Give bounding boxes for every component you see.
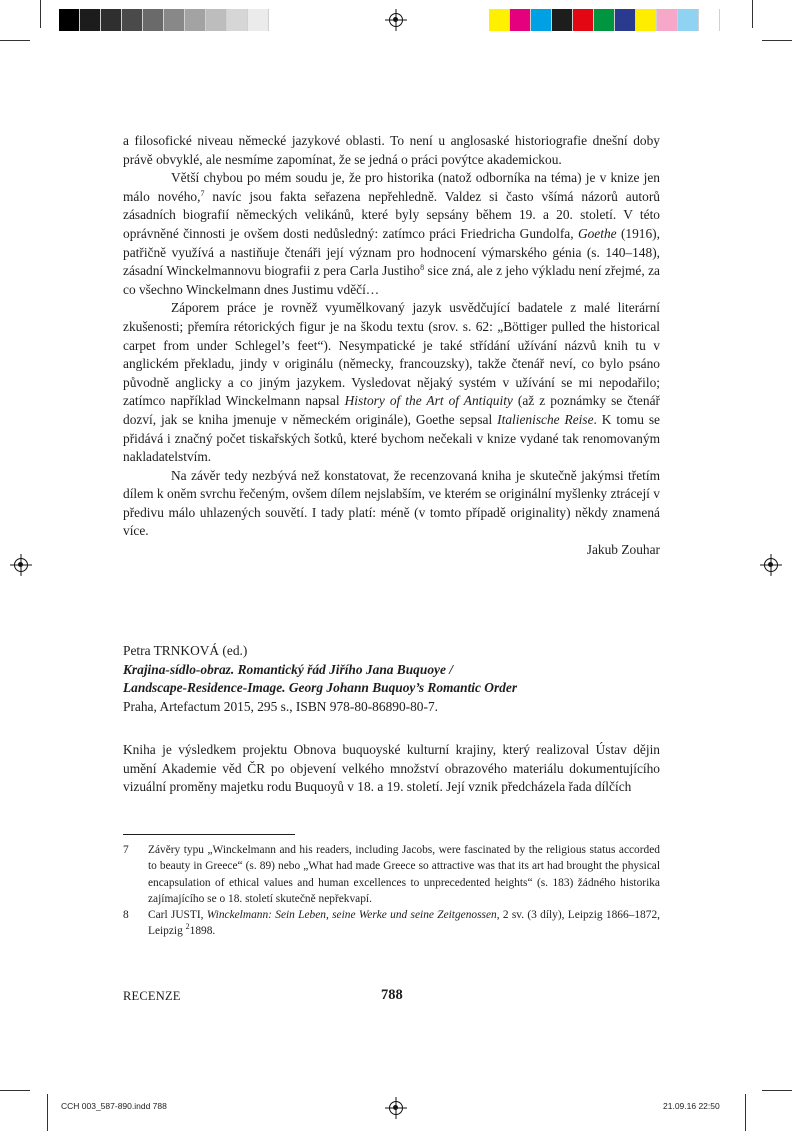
- reviewer-signature: Jakub Zouhar: [586, 542, 660, 558]
- color-swatch: [699, 9, 720, 31]
- slug-datetime: 21.09.16 22:50: [663, 1101, 720, 1111]
- color-swatch: [552, 9, 573, 31]
- footnotes: [123, 842, 660, 940]
- book-reference: [123, 642, 660, 716]
- color-swatch: [227, 9, 248, 31]
- color-swatch: [489, 9, 510, 31]
- book-title: Krajina-sídlo-obraz. Romantický řád Jiřího Jana Buquoye /: [123, 661, 453, 677]
- color-swatch: [510, 9, 531, 31]
- color-swatch: [573, 9, 594, 31]
- crop-mark: [0, 40, 30, 41]
- footnote: 7 Závěry typu „Winckelmann and his readers, including Jacobs, were fascinated by the religious status accorded to beauty in Greece“ (s. 89) nebo „What had made Greece so attractive was that its art had brought the physical encapsulation of ethical values and human excellences to unprecedented heights“ (s. 183) žádného historika zajímajícího se o 18. století skutečně nepřekvapí.: [123, 844, 660, 905]
- page-number: 788: [381, 987, 403, 1003]
- paragraph: Větší chybou po mém soudu je, že pro historika (natož odborníka na téma) je v knize jen málo nového,$^7$ navíc jsou fakta seřazena nepřehledně. Valdez si často všímá názorů autorů zásadních biografií německých velikánů, které byly sepsány během 19. a 20. století. V této oprávněné činnosti je ovšem dosti nedůsledný: zatímco práci Friedricha Gundolfa, Goethe (1916), patřičně využívá a nastiňuje čtenáři její význam pro hodnocení výmarského génia (s. 140–148), zásadní Winckelmannovu biografii z pera Carla Justiho$^8$ sice zná, ale z jeho výkladu není zřejmé, za co všechno Winckelmann dnes Justimu vděčí…: [123, 170, 660, 297]
- crop-mark: [762, 40, 792, 41]
- color-swatch: [59, 9, 80, 31]
- crop-mark: [47, 1094, 48, 1131]
- color-swatch: [248, 9, 269, 31]
- footnote-ref[interactable]: 8: [420, 263, 425, 273]
- slug-filename: CCH 003_587-890.indd 788: [61, 1101, 167, 1111]
- grayscale-color-bar: [59, 9, 269, 31]
- color-swatch: [122, 9, 143, 31]
- paragraph: Kniha je výsledkem projektu Obnova buquoyské kulturní krajiny, který realizoval Ústav dějin umění Akademie věd ČR po objevení velkého množství obrazového materiálu dokumentujícího vizuální proměny majetku rodu Buquoyů v 18. a 19. století. Její vznik předcházela řada dílčích: [123, 742, 660, 795]
- color-swatch: [531, 9, 552, 31]
- color-swatch: [206, 9, 227, 31]
- book-editor: Petra TRNKOVÁ (ed.): [123, 643, 248, 658]
- review-body: [123, 132, 660, 560]
- color-swatch: [164, 9, 185, 31]
- process-color-bar: [489, 9, 720, 31]
- registration-mark-bottom-icon: [389, 1101, 403, 1115]
- color-swatch: [143, 9, 164, 31]
- paragraph: Záporem práce je rovněž vyumělkovaný jazyk usvědčující badatele z malé literární zkušenosti; přemíra rétorických figur je na škodu textu (srov. s. 62: „Böttiger pulled the historical carpet from under Schlegel’s feet“). Nesympatické je také střídání užívání názvů knih tu v anglickém překladu, jindy v originálu (německy, francouzsky), takže čtenář neví, co bylo psáno původně anglicky a co jiným jazykem. Vysledovat nějaký systém v užívání se mi nepodařilo; zatímco například Winckelmann napsal History of the Art of Antiquity (až z poznámky se čtenář dozví, jak se kniha jmenuje v německém originále), Goethe sepsal Italienische Reise. K tomu se přidává i značný počet tiskařských šotků, které bychom nečekali v knize vydané tak renomovaným nakladatelstvím.: [123, 300, 660, 465]
- footnote-rule: [123, 834, 295, 835]
- crop-mark: [752, 0, 753, 28]
- footnote-ref[interactable]: 7: [200, 188, 205, 198]
- review-body: [123, 741, 660, 797]
- crop-mark: [0, 1090, 30, 1091]
- footnote: 8 Carl JUSTI, Winckelmann: Sein Leben, seine Werke und seine Zeitgenossen, 2 sv. (3 díly), Leipzig 1866–1872, Leipzig $^2$1898.: [123, 909, 660, 938]
- book-title: Landscape-Residence-Image. Georg Johann Buquoy’s Romantic Order: [123, 680, 518, 696]
- color-swatch: [636, 9, 657, 31]
- color-swatch: [657, 9, 678, 31]
- color-swatch: [594, 9, 615, 31]
- color-swatch: [615, 9, 636, 31]
- registration-mark-right-icon: [764, 558, 778, 572]
- registration-mark-left-icon: [14, 558, 28, 572]
- crop-mark: [40, 0, 41, 28]
- paragraph: Na závěr tedy nezbývá než konstatovat, že recenzovaná kniha je skutečně jakýmsi třetím dílem k oněm svrchu řečeným, ovšem dílem nejslabším, ve kterém se originální myšlenky ztrácejí v předivu málo uhlazených souvětí. I tady platí: méně (v tomto případě originality) někdy znamená více.: [123, 467, 660, 539]
- registration-mark-top-icon: [389, 13, 403, 27]
- crop-mark: [745, 1094, 746, 1131]
- color-swatch: [678, 9, 699, 31]
- color-swatch: [101, 9, 122, 31]
- crop-mark: [762, 1090, 792, 1091]
- section-label: RECENZE: [123, 989, 181, 1003]
- paragraph: a filosofické niveau německé jazykové oblasti. To není u anglosaské historiografie dnešní doby právě obvyklé, ale nesmíme zapomínat, že se jedná o práci povýtce akademickou.: [123, 133, 660, 167]
- color-swatch: [80, 9, 101, 31]
- book-imprint: Praha, Artefactum 2015, 295 s., ISBN 978-80-86890-80-7.: [123, 698, 439, 714]
- color-swatch: [185, 9, 206, 31]
